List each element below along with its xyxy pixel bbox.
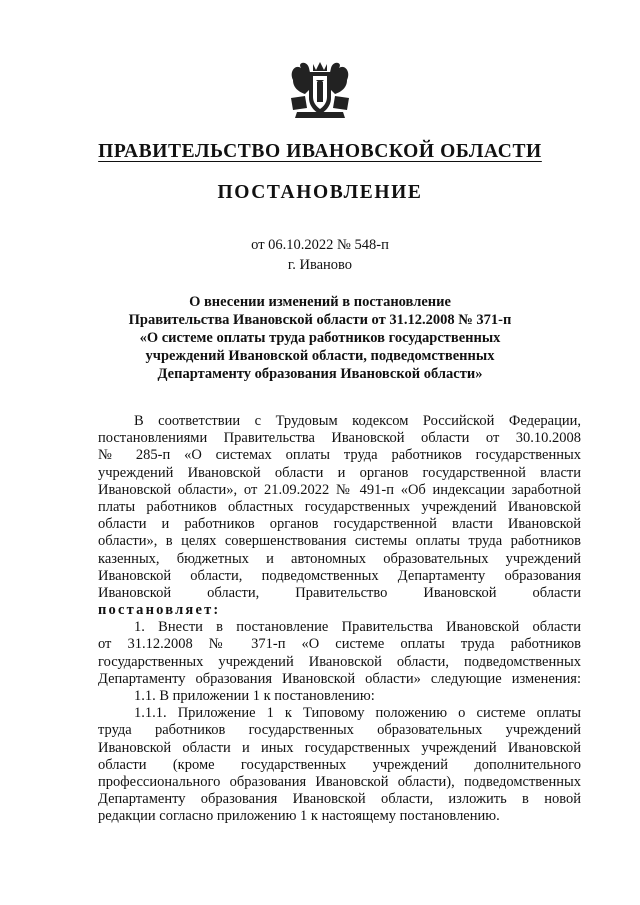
body-line: № 285-п «О системах оплаты труда работников государственных [98,447,581,464]
body-line: Департаменту образования Ивановской области, изложить в новой [98,791,581,808]
document-body [98,413,581,826]
body-line: В соответствии с Трудовым кодексом Российской Федерации, [134,413,581,429]
body-line: Ивановской области, подведомственных Департаменту образования [98,567,581,584]
body-line: Ивановской области», от 21.09.2022 № 491-п «Об индексации заработной [98,481,581,498]
title-line: «О системе оплаты труда работников государственных [139,330,501,346]
body-line: редакции согласно приложению 1 к настоящему постановлению. [98,808,500,825]
organization-heading: ПРАВИТЕЛЬСТВО ИВАНОВСКОЙ ОБЛАСТИ [98,141,542,162]
body-line: области», в целях совершенствования системы оплаты труда работников [98,533,581,550]
title-line: О внесении изменений в постановление [189,294,451,310]
title-line: Департаменту образования Ивановской области» [157,366,483,382]
body-line: 1. Внести в постановление Правительства Ивановской области [134,619,581,636]
body-line: Ивановской области и иных государственных учреждений Ивановской [98,739,581,756]
body-line: области (кроме государственных учреждений дополнительного [98,756,581,773]
title-line: Правительства Ивановской области от 31.12.2008 № 371-п [128,312,512,328]
document-title [110,293,530,383]
body-line: Департаменту образования Ивановской области» следующие изменения: [98,670,581,687]
body-line: от 31.12.2008 № 371-п «О системе оплаты труда работников [98,636,581,653]
body-line: профессионального образования Ивановской области), подведомственных [98,773,581,790]
body-line: 1.1.1. Приложение 1 к Типовому положению о системе оплаты [134,705,581,722]
date-and-number: от 06.10.2022 № 548-п [251,237,389,253]
body-line: Ивановской области, Правительство Ивановской области [98,584,581,601]
body-line: постановлениями Правительства Ивановской области от 30.10.2008 [98,430,581,447]
body-line: платы работников областных государственных учреждений Ивановской [98,498,581,515]
body-line: учреждений Ивановской области и органов государственной власти [98,464,581,481]
body-line: 1.1. В приложении 1 к постановлению: [134,688,375,704]
resolves-keyword: постановляет: [98,602,221,619]
body-line: труда работников государственных образовательных учреждений [98,722,581,739]
title-line: учреждений Ивановской области, подведомственных [145,348,495,364]
coat-of-arms-emblem [285,58,355,120]
city-line: г. Иваново [287,257,353,273]
body-line: казенных, бюджетных и автономных образовательных учреждений [98,550,581,567]
body-line: государственных учреждений Ивановской области, подведомственных [98,653,581,670]
document-type-heading: ПОСТАНОВЛЕНИЕ [217,182,423,203]
body-line: области и работников органов государственной власти Ивановской [98,516,581,533]
